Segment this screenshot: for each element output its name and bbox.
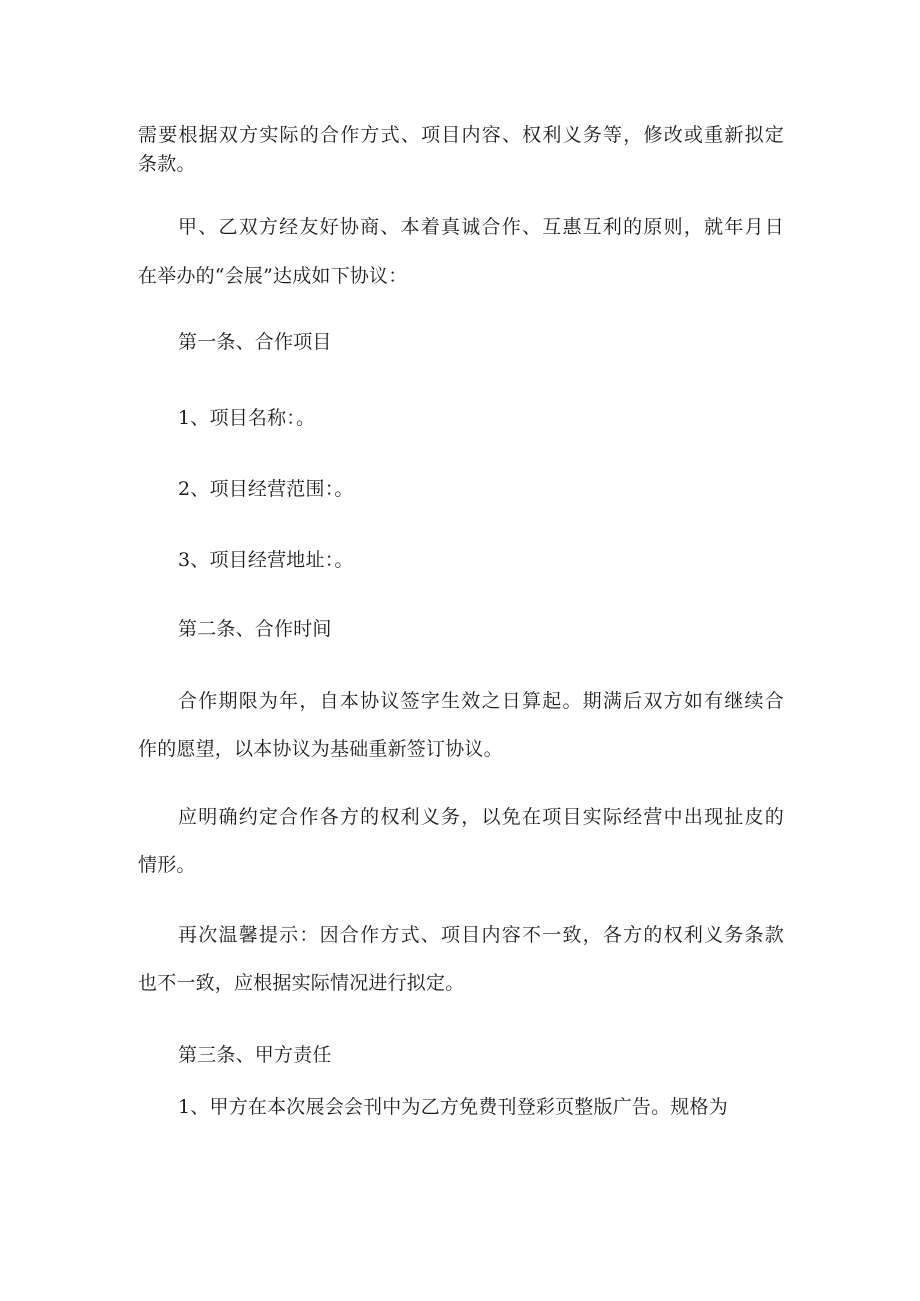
reminder-line-1: 再次温馨提示：因合作方式、项目内容不一致，各方的权利义务条款 <box>178 924 784 946</box>
article-1-heading: 第一条、合作项目 <box>178 331 332 353</box>
item-business-scope: 2、项目经营范围：。 <box>178 478 354 500</box>
reminder-line-2: 也不一致，应根据实际情况进行拟定。 <box>138 972 465 994</box>
rights-note-line-2: 情形。 <box>138 854 196 876</box>
intro-note-line-2: 条款。 <box>138 153 196 175</box>
article-3-heading: 第三条、甲方责任 <box>178 1044 332 1066</box>
rights-note-line-1: 应明确约定合作各方的权利义务，以免在项目实际经营中出现扯皮的 <box>178 806 784 828</box>
article-2-heading: 第二条、合作时间 <box>178 618 332 640</box>
preamble-line-2: 在举办的“会展”达成如下协议： <box>138 265 408 287</box>
cooperation-term-line-1: 合作期限为年，自本协议签字生效之日算起。期满后双方如有继续合 <box>178 690 784 712</box>
item-project-name: 1、项目名称：。 <box>178 407 316 429</box>
cooperation-term-line-2: 作的愿望，以本协议为基础重新签订协议。 <box>138 738 503 760</box>
item-business-address: 3、项目经营地址：。 <box>178 549 354 571</box>
preamble-line-1: 甲、乙双方经友好协商、本着真诚合作、互惠互利的原则，就年月日 <box>178 216 784 238</box>
intro-note-line-1: 需要根据双方实际的合作方式、项目内容、权利义务等，修改或重新拟定 <box>138 124 784 146</box>
party-a-duty-1: 1、甲方在本次展会会刊中为乙方免费刊登彩页整版广告。规格为 <box>178 1096 728 1118</box>
